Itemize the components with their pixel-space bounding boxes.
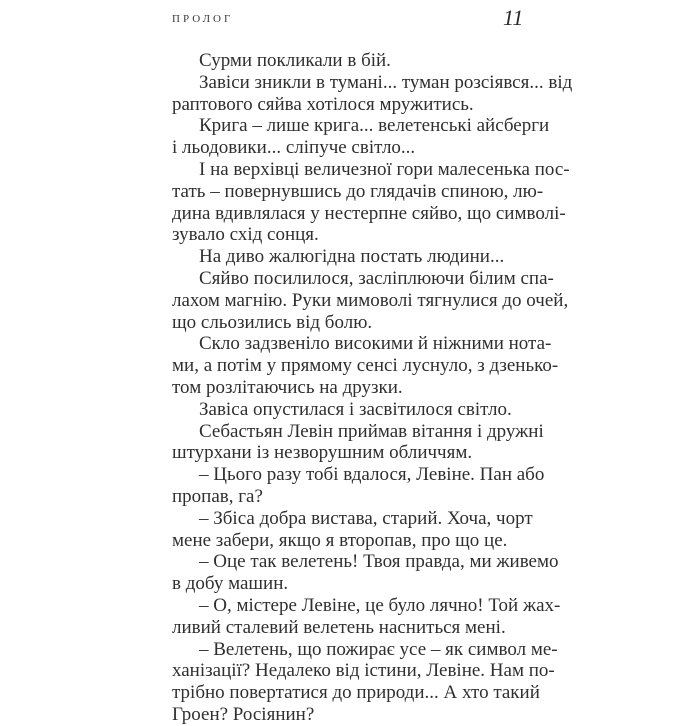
text-line: зувало схід сонця. [172,224,319,246]
text-line: – О, містере Левіне, це було лячно! Той жах- [199,594,561,616]
text-line: – Цього разу тобі вдалося, Левіне. Пан або [199,464,545,486]
text-line: Завіси зникли в тумані... туман розсіявся... від [199,71,573,93]
text-line: ми, а потім у прямому сенсі луснуло, з дзенько- [172,355,559,377]
text-line: штурхани із незворушним обличчям. [172,442,473,464]
body-text [172,50,573,726]
text-line: в добу машин. [172,573,289,595]
text-line: дина вдивлялася у нестерпне сяйво, що символі- [172,202,566,224]
text-line: і льодовики... сліпуче світло... [172,137,416,159]
text-line: Скло задзвеніло високими й ніжними нота- [199,333,552,355]
text-line: ханізації? Недалеко від істини, Левіне. Нам по- [172,660,555,682]
text-line: пропав, га? [172,485,263,507]
text-line: Завіса опустилася і засвітилося світло. [199,398,512,420]
text-line: – Оце так велетень! Твоя правда, ми живемо [199,551,559,573]
text-line: Крига – лише крига... велетенські айсберги [199,115,550,137]
text-line: На диво жалюгідна постать людини... [199,246,505,268]
text-line: – Велетень, що пожирає усе – як символ ме- [199,638,558,660]
text-line: – Збіса добра вистава, старий. Хоча, чорт [199,507,533,529]
text-line: мене забери, якщо я второпав, про що це. [172,529,508,551]
running-head: ПРОЛОГ [172,13,234,25]
text-line: Сяйво посилилося, засліплюючи білим спа- [199,267,554,289]
text-line: І на верхівці величезної гори малесенька пос- [199,158,570,180]
text-line: Гроен? Росіянин? [172,703,315,725]
text-line: ливий сталевий велетень насниться мені. [172,616,506,638]
text-line: лахом магнію. Руки мимоволі тягнулися до очей, [172,289,569,311]
text-line: трібно повертатися до природи... А хто такий [172,682,540,704]
text-line: том розлітаючись на друзки. [172,376,403,398]
text-line: Себастьян Левін приймав вітання і дружні [199,420,544,442]
text-line: раптового сяйва хотілося мружитись. [172,93,474,115]
text-line: Сурми покликали в бій. [199,50,391,71]
text-line: що сльозились від болю. [172,311,373,333]
text-line: тать – повернувшись до глядачів спиною, лю- [172,180,544,202]
page-number: 11 [503,5,524,30]
